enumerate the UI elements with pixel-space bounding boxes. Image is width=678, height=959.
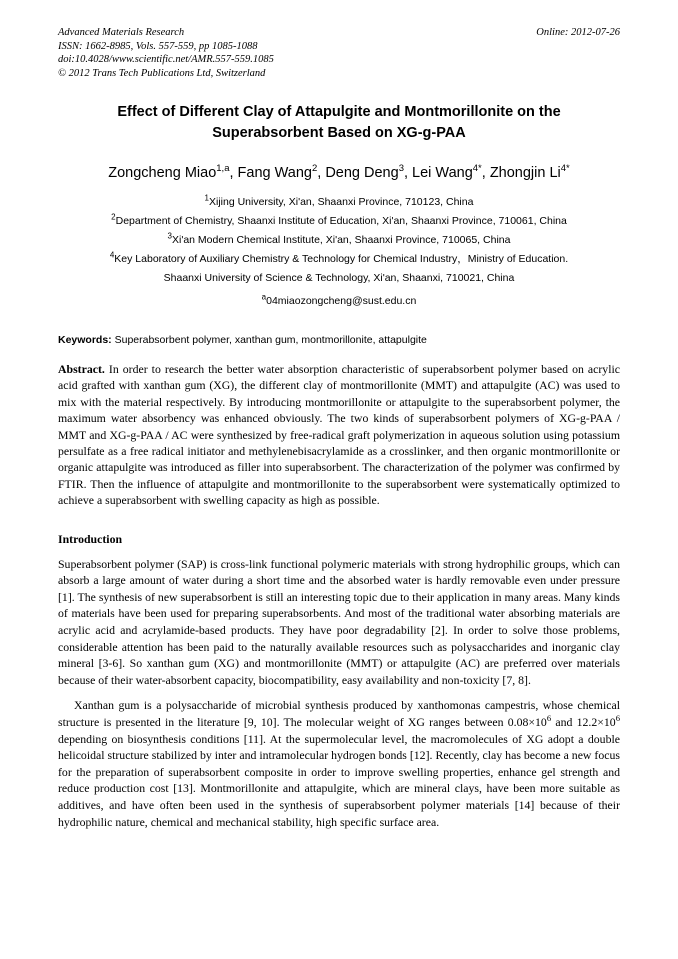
affiliation-item	[58, 193, 620, 212]
affiliation-marker: 3	[167, 231, 172, 241]
email-text: 04miaozongcheng@sust.edu.cn	[266, 295, 417, 307]
author-separator: ,	[481, 165, 490, 181]
author-affil-marker: 3	[398, 163, 404, 175]
author-name: Lei Wang	[412, 165, 473, 181]
affiliation-item	[58, 250, 620, 269]
author-name: Zhongjin Li	[489, 165, 561, 181]
author-list	[58, 163, 620, 183]
author-name: Zongcheng Miao	[108, 165, 217, 181]
affiliation-text: Xijing University, Xi'an, Shaanxi Province, 710123, China	[208, 196, 474, 208]
abstract-block	[58, 361, 620, 509]
author-separator: ,	[317, 165, 326, 181]
introduction-paragraph-1: Superabsorbent polymer (SAP) is cross-link functional polymeric materials with strong hydrophilic groups, which can absorb a large amount of water during a short time and the absorbed water is hardly removable even under pressure [1]. The synthesis of new superabsorbent is still an interesting topic due to their application in many areas. Many kinds of materials have been used for preparing superabsorbents. And most of the traditional water absorbing materials are acrylic acid and acrylamide-based products. They have poor degradability [2]. In order to solve those problems, considerable attention has been paid to the naturally available resources such as polysaccharides and inorganic clay mineral [3-6]. So xanthan gum (XG) and montmorillonite (MMT) or attapulgite (AC) are preferred over materials because of their water-absorbent capacity, biocompatibility, easy availability and non-toxicity [7, 8].	[58, 556, 620, 687]
affiliation-item	[58, 212, 620, 231]
author-affil-marker: 4*	[472, 163, 482, 175]
page-title	[58, 102, 620, 144]
affiliation-text: Shaanxi University of Science & Technology, Xi'an, Shaanxi, 710021, China	[163, 272, 515, 284]
affiliation-text: Xi'an Modern Chemical Institute, Xi'an, Shaanxi Province, 710065, China	[172, 234, 511, 246]
author-name: Deng Deng	[325, 165, 399, 181]
affiliation-item	[58, 231, 620, 250]
email-marker: a	[261, 292, 267, 302]
author-affil-marker: 4*	[560, 163, 570, 175]
copyright-line: © 2012 Trans Tech Publications Ltd, Switzerland	[58, 67, 266, 79]
affiliation-marker: 2	[111, 212, 116, 222]
affiliation-text: Department of Chemistry, Shaanxi Institute of Education, Xi'an, Shaanxi Province, 710061, China	[115, 215, 567, 227]
abstract-text: In order to research the better water absorption characteristic of superabsorbent polymer based on acrylic acid grafted with xanthan gum (XG), the different clay of montmorillonite (MMT) and attapulgite (AC) was used to mix with the material respectively. By introducing montmorillonite or attapulgite to the superabsorbent polymer, the maximum water absorbency was enhanced obviously. The two kinds of superabsorbent polymers of XG-g-PAA / MMT and XG-g-PAA / AC were synthesized by free-radical graft polymerization in aqueous solution using potassium persulfate as a free radical initiator and methylenebisacrylamide as a crosslinker, and then organic montmorillonite or organic attapulgite was introduced as filler into superabsorbent. The characterization of the polymer was confirmed by FTIR. Then the influence of attapulgite and montmorillonite to the superabsorbent were systematically optimized to achieve a superabsorbent with swelling capacity as high as possible.	[58, 362, 620, 508]
keywords-label: Keywords:	[58, 334, 112, 346]
paragraph-text-part: depending on biosynthesis conditions [11]. At the supermolecular level, the macromolecules of XG adopt a double helicoidal structure stabilized by inter and intramolecular hydrogen bonds [12]. Recently, clay has become a new focus for the preparation of superabsorbent composite in order to improve swelling properties, enhance gel strength and reduce production cost [13]. Montmorillonite and attapulgite, which are mineral clays, have been more suitable as additives, and have often been used in the synthesis of superabsorbent polymer materials [14] because of their hydrophilic nature, chemical and mechanical stability, high specific surface area.	[58, 731, 620, 829]
affiliation-item	[58, 269, 620, 288]
issn-line: ISSN: 1662-8985, Vols. 557-559, pp 1085-1088	[58, 40, 258, 52]
section-heading-introduction: Introduction	[58, 531, 123, 546]
abstract-label: Abstract.	[58, 362, 105, 376]
exponent: 6	[615, 713, 621, 724]
affiliation-marker: 4	[109, 250, 115, 260]
page-header	[58, 26, 620, 80]
title-line-1: Effect of Different Clay of Attapulgite and Montmorillonite on the	[117, 104, 561, 120]
author-name: Fang Wang	[237, 165, 312, 181]
paragraph-text-part: and 12.2×10	[551, 715, 616, 729]
affiliation-marker: 1	[204, 193, 209, 203]
affiliation-text: Key Laboratory of Auxiliary Chemistry & Technology for Chemical Industry，Ministry of Education.	[114, 253, 569, 265]
introduction-paragraph-2	[58, 697, 620, 830]
paragraph-text-part: Xanthan gum is a polysaccharide of microbial synthesis produced by xanthomonas campestris, whose chemical structure is presented in the literature [9, 10]. The molecular weight of XG ranges between 0.08×10	[58, 698, 620, 729]
author-affil-marker: 1,a	[216, 163, 230, 175]
author-separator: ,	[229, 165, 238, 181]
title-line-2: Superabsorbent Based on XG-g-PAA	[212, 125, 466, 141]
doi-line: doi:10.4028/www.scientific.net/AMR.557-559.1085	[58, 54, 274, 65]
keywords-block	[58, 333, 620, 348]
author-separator: ,	[403, 165, 413, 181]
online-date: Online: 2012-07-26	[536, 27, 620, 38]
exponent: 6	[546, 713, 552, 724]
journal-name: Advanced Materials Research	[58, 27, 185, 38]
author-affil-marker: 2	[311, 163, 318, 175]
corresponding-email	[58, 292, 620, 311]
keywords-text: Superabsorbent polymer, xanthan gum, montmorillonite, attapulgite	[111, 334, 427, 346]
affiliation-list	[58, 193, 620, 311]
